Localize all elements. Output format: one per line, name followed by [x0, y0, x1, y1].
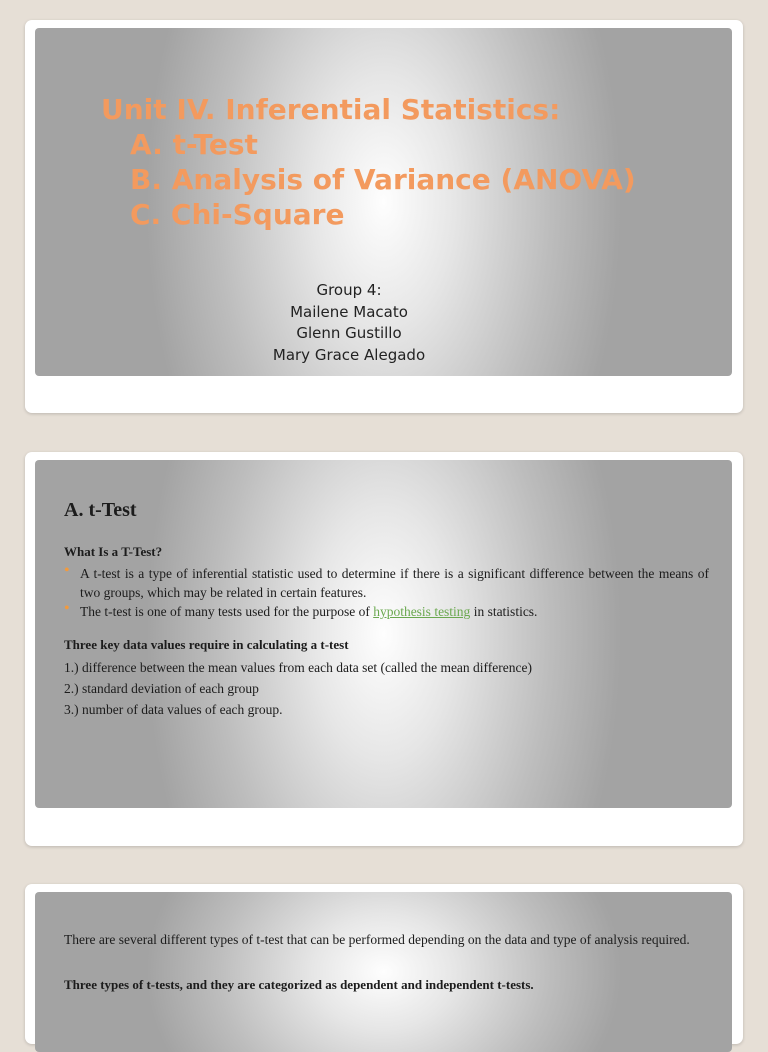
title-item-b: B. Analysis of Variance (ANOVA) — [130, 163, 636, 196]
title-line: Unit IV. Inferential Statistics: — [101, 93, 561, 126]
member-name: Mailene Macato — [290, 302, 408, 321]
slide-2-body — [64, 542, 709, 720]
bullet-icon: • — [64, 562, 70, 579]
hypothesis-testing-link[interactable]: hypothesis testing — [373, 604, 471, 619]
bullet-text-after: in statistics. — [470, 604, 538, 619]
bullet-text-before: The t-test is one of many tests used for the purpose of — [80, 604, 374, 619]
bullet-text: A t-test is a type of inferential statistic used to determine if there is a significant difference between the means of two groups, which may be related in certain features. — [80, 566, 709, 600]
slide-2-heading: A. t-Test — [64, 499, 137, 521]
authors-block — [35, 280, 663, 366]
bullet-item — [64, 602, 709, 621]
member-name: Mary Grace Alegado — [272, 345, 426, 364]
slide-1 — [35, 28, 732, 376]
member-name: Glenn Gustillo — [296, 324, 402, 342]
title-item-a: A. t-Test — [130, 128, 258, 161]
bullet-icon: • — [64, 600, 70, 617]
group-label: Group 4: — [316, 281, 382, 299]
slide-1-title — [101, 92, 636, 232]
slide-card-2[interactable] — [25, 452, 743, 846]
slide-card-3[interactable] — [25, 884, 743, 1044]
types-paragraph: There are several different types of t-test that can be performed depending on the data and type of analysis required. — [64, 932, 690, 947]
types-bold-line: Three types of t-tests, and they are categorized as dependent and independent t-tests. — [64, 977, 534, 992]
key-item: 2.) standard deviation of each group — [64, 681, 259, 696]
bullet-item — [64, 564, 709, 602]
key-values-heading: Three key data values require in calculating a t-test — [64, 637, 349, 652]
slide-3 — [35, 892, 732, 1052]
what-is-heading: What Is a T-Test? — [64, 544, 163, 559]
key-item: 3.) number of data values of each group. — [64, 702, 283, 717]
key-item: 1.) difference between the mean values from each data set (called the mean difference) — [64, 660, 533, 675]
slide-2 — [35, 460, 732, 808]
slide-3-body — [64, 928, 709, 996]
slide-card-1[interactable] — [25, 20, 743, 413]
title-item-c: C. Chi-Square — [130, 198, 345, 231]
